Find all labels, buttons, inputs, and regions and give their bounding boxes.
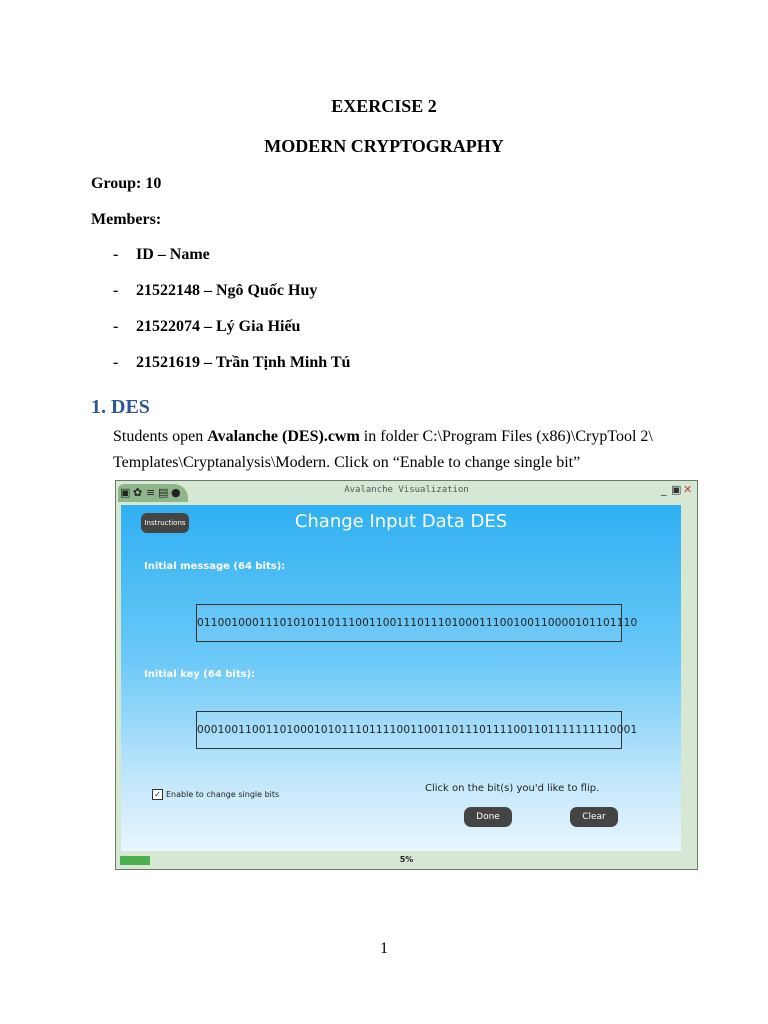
paragraph-line-2: Templates\Cryptanalysis\Modern. Click on “Enable to change single bit” [113, 454, 581, 471]
initial-key-bits[interactable]: 0001001100110100010101110111100110011011101111001101111111110001 [196, 711, 622, 749]
document-subtitle: MODERN CRYPTOGRAPHY [264, 136, 504, 156]
panel-title: Change Input Data DES [294, 511, 508, 532]
instructions-button[interactable]: Instructions [141, 513, 189, 533]
member-text: ID – Name [136, 246, 210, 263]
initial-message-label: Initial message (64 bits): [144, 561, 286, 572]
member-list-item [113, 318, 300, 336]
bullet-dash: - [113, 282, 119, 299]
document-title: EXERCISE 2 [331, 96, 437, 116]
gear-icon[interactable]: ✿ [133, 486, 143, 499]
change-single-bits-checkbox[interactable] [152, 789, 279, 800]
maximize-icon[interactable]: ▣ [671, 483, 682, 496]
member-text: 21522074 – Lý Gia Hiếu [136, 318, 301, 335]
member-list-item [113, 246, 210, 264]
window-title: Avalanche Visualization [344, 485, 469, 495]
member-text: 21522148 – Ngô Quốc Huy [136, 282, 318, 299]
paragraph-line-1 [113, 428, 653, 446]
paragraph-text: Students open [113, 428, 208, 445]
member-text: 21521619 – Trần Tịnh Minh Tú [136, 354, 351, 371]
close-icon[interactable]: ✕ [683, 483, 693, 496]
done-button[interactable]: Done [464, 807, 512, 827]
group-label: Group: 10 [91, 175, 162, 192]
help-icon[interactable]: ● [171, 486, 181, 499]
member-list-item [113, 282, 317, 300]
visualization-panel [121, 505, 681, 851]
clear-button[interactable]: Clear [570, 807, 618, 827]
paragraph-text: in folder C:\Program Files (x86)\CrypTool 2\ [359, 428, 653, 445]
flip-hint: Click on the bit(s) you'd like to flip. [425, 783, 600, 794]
minimize-icon[interactable]: _ [661, 483, 667, 496]
checkbox-icon[interactable]: ✓ [152, 789, 163, 800]
initial-key-label: Initial key (64 bits): [144, 669, 256, 680]
bullet-dash: - [113, 354, 119, 371]
member-list-item [113, 354, 350, 372]
image-icon[interactable]: ▣ [120, 486, 131, 499]
document-icon[interactable]: ▤ [158, 486, 169, 499]
bullet-dash: - [113, 246, 119, 263]
window-titlebar [116, 481, 697, 501]
members-label: Members: [91, 211, 162, 228]
checkbox-label: Enable to change single bits [166, 790, 280, 799]
section-heading: 1. DES [91, 396, 150, 418]
initial-message-bits[interactable]: 0110010001110101011011100110011101110100011100100110000101101110 [196, 604, 622, 642]
bullet-dash: - [113, 318, 119, 335]
app-window-screenshot [115, 480, 698, 870]
file-name: Avalanche (DES).cwm [207, 428, 360, 445]
status-bar [116, 853, 697, 869]
page-number: 1 [380, 940, 388, 957]
menu-icon[interactable]: ≡ [146, 486, 156, 499]
progress-percent: 5% [399, 855, 414, 864]
